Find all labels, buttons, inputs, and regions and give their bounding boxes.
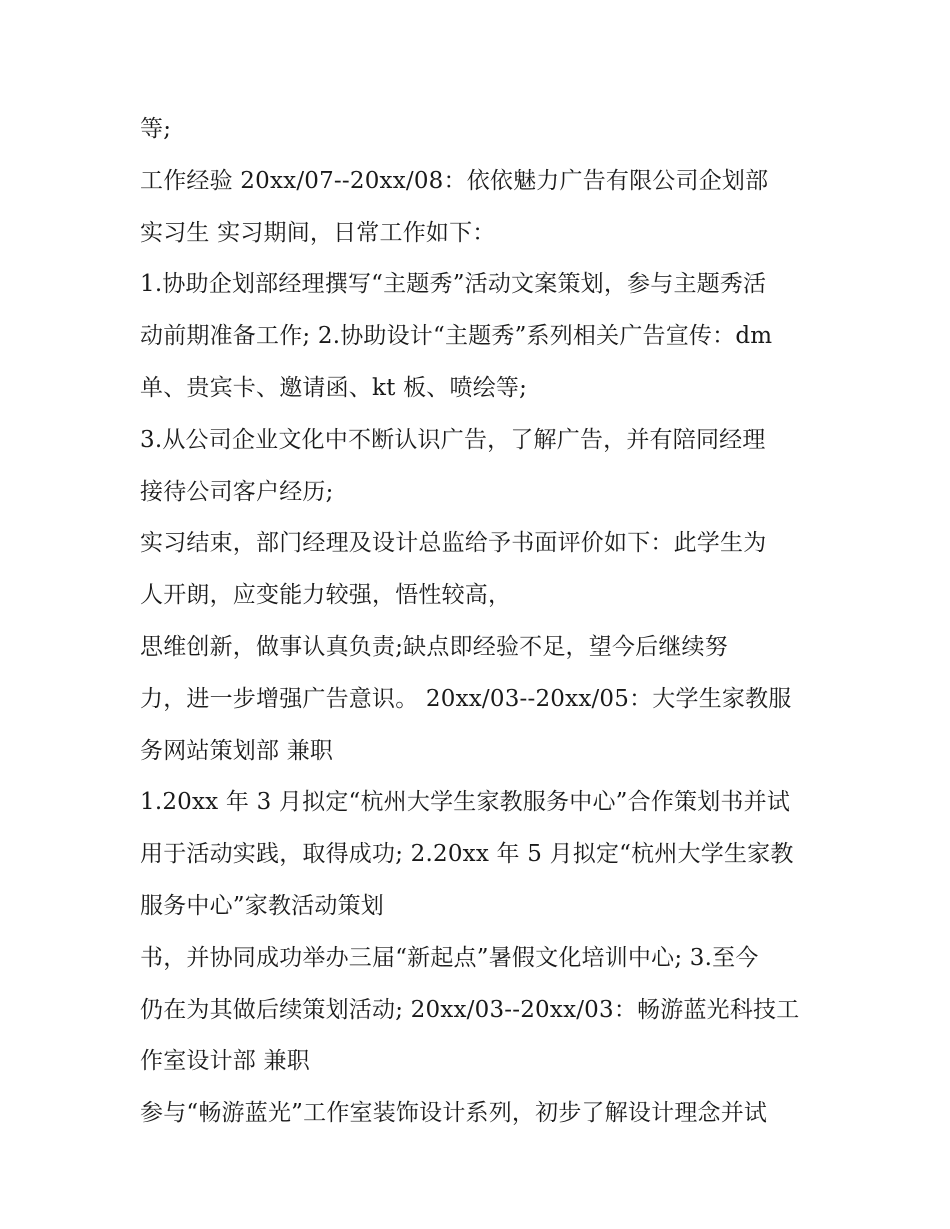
text-line: 仍在为其做后续策划活动; 20xx/03--20xx/03：畅游蓝光科技工 [140,996,800,1023]
text-line: 等; [140,116,172,142]
text-line: 实习结束，部门经理及设计总监给予书面评价如下：此学生为 [140,530,767,557]
text-line: 思维创新，做事认真负责;缺点即经验不足，望今后继续努 [140,633,728,660]
text-line: 用于活动实践，取得成功; 2.20xx 年 5 月拟定“杭州大学生家教 [140,841,794,868]
document-body [140,104,820,1140]
text-line: 接待公司客户经历; [140,478,334,505]
text-line: 单、贵宾卡、邀请函、kt 板、喷绘等; [140,374,528,401]
text-line: 实习生 实习期间，日常工作如下： [140,219,496,246]
text-line: 工作经验 20xx/07--20xx/08：依依魅力广告有限公司企划部 [140,167,769,194]
text-line: 力，进一步增强广告意识。 20xx/03--20xx/05：大学生家教服 [140,685,792,712]
text-line: 人开朗，应变能力较强，悟性较高， [140,582,512,609]
text-line: 书，并协同成功举办三届“新起点”暑假文化培训中心; 3.至今 [140,944,759,971]
text-line: 作室设计部 兼职 [140,1048,310,1075]
text-line: 3.从公司企业文化中不断认识广告，了解广告，并有陪同经理 [140,426,766,453]
text-line: 参与“畅游蓝光”工作室装饰设计系列，初步了解设计理念并试 [140,1100,768,1127]
text-line: 服务中心”家教活动策划 [140,892,384,919]
text-line: 1.20xx 年 3 月拟定“杭州大学生家教服务中心”合作策划书并试 [140,789,791,816]
text-line: 动前期准备工作; 2.协助设计“主题秀”系列相关广告宣传：dm [140,323,773,350]
text-line: 1.协助企划部经理撰写“主题秀”活动文案策划，参与主题秀活 [140,271,767,298]
text-line: 务网站策划部 兼职 [140,737,334,764]
